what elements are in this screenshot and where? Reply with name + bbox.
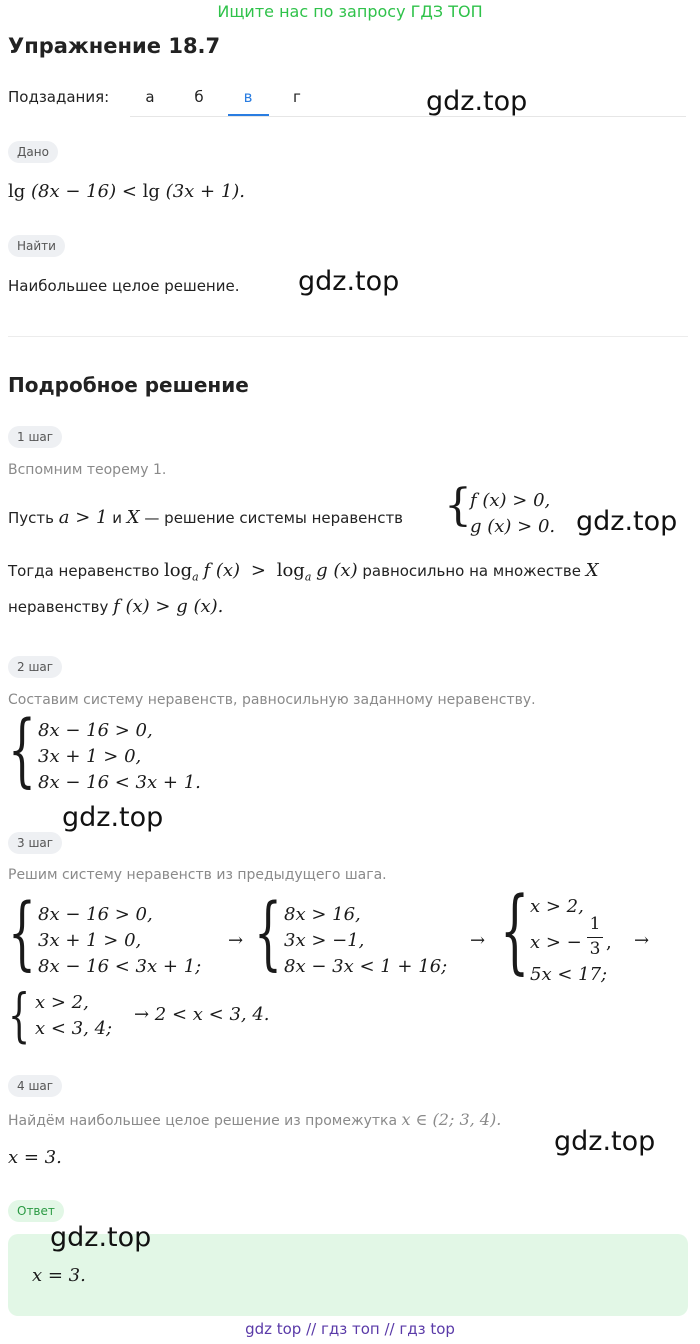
step1-log1: $\log_a$ — [163, 560, 199, 584]
arrow-icon: → — [228, 930, 244, 951]
subtasks-bar — [130, 116, 686, 117]
subtask-tab-a[interactable]: а — [145, 88, 155, 106]
footer-links[interactable]: gdz top // гдз топ // гдз top — [245, 1320, 455, 1338]
top-banner: Ищите нас по запросу ГДЗ ТОП — [217, 2, 483, 21]
step1-text1-post: — решение системы неравенств — [144, 509, 404, 527]
section-divider — [8, 336, 688, 337]
brace-icon: { — [8, 703, 36, 796]
step1-chip: 1 шаг — [8, 426, 62, 448]
page-title: Упражнение 18.7 — [8, 34, 221, 58]
step1-text3 — [8, 596, 223, 617]
subtask-tab-b[interactable]: б — [194, 88, 204, 106]
step3-sysD-1: x > 2, — [35, 992, 89, 1013]
fraction-bar — [587, 937, 603, 938]
given-arg1: (8x − 16) — [31, 181, 117, 202]
brace-icon: { — [8, 981, 31, 1049]
step1-g: g (x) — [316, 560, 358, 581]
step3-sysC-2 — [530, 932, 582, 953]
brace-icon: { — [254, 886, 282, 979]
step3-caption: Решим систему неравенств из предыдущего шага. — [8, 867, 387, 883]
step3-sysD-2: x < 3, 4; — [35, 1018, 113, 1039]
step1-X: X — [126, 507, 140, 528]
step1-f: f (x) — [203, 560, 241, 581]
subtasks-label: Подзадания: — [8, 88, 110, 106]
given-lg1: lg — [8, 181, 26, 202]
step4-result: x = 3. — [8, 1147, 62, 1168]
step1-text2-pre: Тогда неравенство — [8, 562, 160, 580]
step3-sysB-2: 3x > −1, — [284, 930, 365, 951]
fraction-denominator: 3 — [589, 939, 601, 959]
step1-cond-a: a > 1 — [58, 507, 108, 528]
arrow-icon: → — [634, 930, 650, 951]
step3-sysC-1: x > 2, — [530, 896, 584, 917]
step1-text1 — [8, 507, 403, 528]
step3-sysA-2: 3x + 1 > 0, — [38, 930, 142, 951]
sysC-2-pre: x > − — [530, 932, 582, 953]
watermark: gdz.top — [554, 1126, 656, 1157]
step1-text2-X: X — [585, 560, 599, 581]
watermark: gdz.top — [298, 266, 400, 297]
step1-and: и — [112, 509, 123, 527]
brace-icon: { — [8, 886, 36, 979]
step1-gt: > — [250, 560, 266, 581]
given-chip: Дано — [8, 141, 58, 163]
answer-value: x = 3. — [32, 1265, 86, 1286]
subtask-tab-g[interactable]: г — [293, 88, 301, 106]
step1-sys-line1: f (x) > 0, — [470, 490, 551, 511]
watermark: gdz.top — [62, 802, 164, 833]
step4-caption — [8, 1110, 501, 1129]
step4-caption-pre: Найдём наибольшее целое решение из промежутка — [8, 1113, 398, 1129]
log2-label: log — [276, 560, 305, 581]
step4-caption-expr: x ∈ (2; 3, 4). — [401, 1110, 502, 1129]
step4-chip: 4 шаг — [8, 1075, 62, 1097]
find-text: Наибольшее целое решение. — [8, 277, 240, 295]
step1-caption: Вспомним теорему 1. — [8, 462, 167, 478]
arrow-icon: → — [470, 930, 486, 951]
brace-icon: { — [500, 877, 530, 984]
step3-chip: 3 шаг — [8, 832, 62, 854]
step1-text2 — [8, 560, 599, 584]
step2-line1: 8x − 16 > 0, — [38, 720, 153, 741]
watermark: gdz.top — [426, 86, 528, 117]
step1-text3-pre: неравенству — [8, 598, 109, 616]
step3-sysB-1: 8x > 16, — [284, 904, 361, 925]
step1-log2: $\log_a$ — [276, 560, 312, 584]
given-lg2: lg — [142, 181, 160, 202]
step1-text1-pre: Пусть — [8, 509, 54, 527]
log1-label: log — [163, 560, 193, 581]
step1-text2-post: равносильно на множестве — [362, 562, 581, 580]
step3-result: → 2 < x < 3, 4. — [134, 1004, 270, 1025]
step3-sysB-3: 8x − 3x < 1 + 16; — [284, 956, 448, 977]
step3-sysA-3: 8x − 16 < 3x + 1; — [38, 956, 202, 977]
fraction-numerator: 1 — [589, 914, 601, 934]
watermark: gdz.top — [50, 1222, 152, 1253]
answer-chip: Ответ — [8, 1200, 64, 1222]
given-arg2: (3x + 1). — [165, 181, 246, 202]
step1-sys-line2: g (x) > 0. — [470, 516, 556, 537]
watermark: gdz.top — [576, 506, 678, 537]
given-lt: < — [121, 181, 137, 202]
step2-chip: 2 шаг — [8, 656, 62, 678]
subtask-active-indicator — [228, 114, 269, 116]
step3-sysA-1: 8x − 16 > 0, — [38, 904, 153, 925]
solution-title: Подробное решение — [8, 373, 249, 397]
given-expression — [8, 181, 245, 202]
find-chip: Найти — [8, 235, 65, 257]
subtask-tab-v[interactable]: в — [243, 88, 253, 106]
step3-sysC-3: 5x < 17; — [530, 964, 608, 985]
step2-caption: Составим систему неравенств, равносильную заданному неравенству. — [8, 692, 536, 708]
sysC-2-post: , — [606, 932, 612, 953]
brace-icon: { — [444, 480, 472, 531]
step2-line2: 3x + 1 > 0, — [38, 746, 142, 767]
step2-line3: 8x − 16 < 3x + 1. — [38, 772, 201, 793]
step1-text3-expr: f (x) > g (x). — [113, 596, 224, 617]
